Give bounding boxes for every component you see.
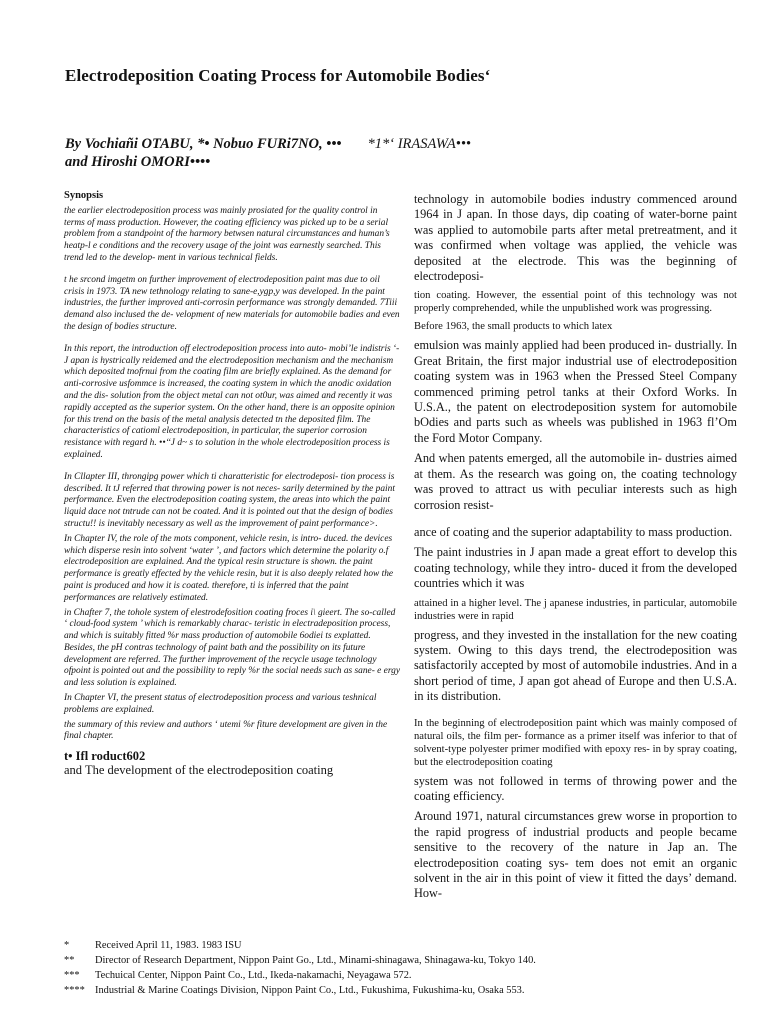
synopsis-paragraph: the summary of this review and authors ‘ utemi %r fiture development are given in the final chapter. xyxy=(64,719,388,742)
body-paragraph: Around 1971, natural circumstances grew worse in proportion to the rapid progress of industrial products and people became sensitive to the recovery of the nature in Jap an. The electrodeposition coating sys- tem does not emit an organic solvent in the air in this point of view it fitted the days’ demand. How- xyxy=(414,809,737,901)
authors-first: By Vochiañi OTABU, *• Nobuo FURi7NO, ••• xyxy=(65,136,342,152)
author-line-1 xyxy=(65,135,745,153)
footnote-mark: ** xyxy=(64,955,75,966)
footnotes xyxy=(64,938,754,998)
author-line-2: and Hiroshi OMORI•••• xyxy=(65,154,211,170)
footnote-mark: * xyxy=(64,940,70,951)
body-paragraph: ance of coating and the superior adaptability to mass production. xyxy=(414,524,733,539)
footnote-text: Techuical Center, Nippon Paint Co., Ltd., Ikeda-nakamachi, Neyagawa 572. xyxy=(95,970,412,981)
footnote-mark: *** xyxy=(64,970,80,981)
footnote-text: Director of Research Department, Nippon Paint Go., Ltd., Minami-shinagawa, Shinagawa-ku, Tokyo 140. xyxy=(95,955,536,966)
footnote-text: Industrial & Marine Coatings Division, Nippon Paint Co., Ltd., Fukushima, Fukushima-ku, Osaka 553. xyxy=(95,985,525,996)
introduction-heading: t• Ifl roduct602 xyxy=(64,749,146,764)
body-paragraph: technology in automobile bodies industry commenced around 1964 in J apan. In those days, dip coating of water-borne paint was applied to automobile parts after metal pretreatment, and it was confirmed when voltage was applied, the vehicle was deposited at the electrode. This was the beginning of electrodeposi- xyxy=(414,192,737,284)
body-paragraph: emulsion was mainly applied had been produced in- dustrially. In Great Britain, the first major industrial use of electrodeposition coating system was in 1963 when the Pressed Steel Company commenced priming petrol tanks at their Oxford Works. In U.S.A., the patent on electrodeposition system for automobile bOdies and parts such as wheels was published in 1963 fl’Om the Ford Motor Company. xyxy=(414,338,737,445)
footnote xyxy=(64,938,754,953)
body-paragraph: tion coating. However, the essential point of this technology was not properly comprehended, while the unpublished work was progressing. xyxy=(414,290,737,315)
body-paragraph: The paint industries in J apan made a great effort to develop this coating technology, while they intro- duced it from the developed countries which it was xyxy=(414,545,737,591)
synopsis-paragraph: in Chafter 7, the tohole system of elestrodefosition coating froces i\ gieert. The so-called ‘ cloud-food system ’ which is remarkably charac- teristic in electradeposition process, and which is suitably fitted %r mass production of automobile 6odiei ts explatted. Besides, the pH contras technology of paint bath and the possibility on its future development are referred. The further improvement of the recycle usage technology ofpoint is pointed out and the possibility to reply %r the social needs such as sane- e ergy and less solution is explained. xyxy=(64,607,400,689)
authors-middle: *1*‘ IRASAWA••• xyxy=(367,136,471,152)
introduction-first-line: and The development of the electrodeposition coating xyxy=(64,763,334,778)
synopsis-paragraph: the earlier electrodeposition process was mainly prosiated for the quality control in terms of mass production. However, the coating efficiency was picked up to be a serial problem from a standpoint of the harmory betwsen natural circumstances and human’s heatp-l e conditions and the recovery usage of the joint was earnestly searched. This trend led to the develop- ment in various technical fields. xyxy=(64,205,390,263)
body-paragraph: Before 1963, the small products to which latex xyxy=(414,321,613,333)
footnote xyxy=(64,968,754,983)
body-paragraph: In the beginning of electrodeposition paint which was mainly composed of natural oils, the film per- formance as a primer itself was inferior to that of solvent-type polyester primer modified with epoxy res- in by spray coating, but the electrodeposition coating xyxy=(414,717,737,768)
body-paragraph: And when patents emerged, all the automobile in- dustries aimed at them. As the research was going on, the coating technology was proved to attract us with peculiar interests such as high corrosion resist- xyxy=(414,451,737,512)
paper-title: Electrodeposition Coating Process for Automobile Bodies‘ xyxy=(65,66,491,85)
synopsis-paragraph: In Chapter IV, the role of the mots component, vehicle resin, is intro- duced. the devices which disperse resin into solvent ‘water ’, and factors which determine the polarity o.f electrodeposition are explained. And the typical resin structure is shown. the paint performance is greatly effected by the vehicle resin, but it is also deeply related how the paint is produced and how it is coated. therefore, ti is inferred that the paint performances are relatively estimated. xyxy=(64,533,394,603)
synopsis-paragraph: In Chapter VI, the present status of electrodeposition process and various teshnical problems are explained. xyxy=(64,693,377,715)
body-column xyxy=(414,192,737,907)
footnote-mark: **** xyxy=(64,985,85,996)
body-paragraph: system was not followed in terms of throwing power and the coating efficiency. xyxy=(414,773,737,803)
body-paragraph: attained in a higher level. The j apanese industries, in particular, automobile industries were in rapid xyxy=(414,597,737,622)
synopsis-paragraph: t he srcond imgetm on further improvement of electrodeposition paint mas due to oil crisis in 1973. TA new tethnology relating to sane-e,ygp,y was developed. In the paint industries, the further improved anti-corrosin performance was strongly demanded. 7Tiii demand also inclused the de- velopment of new materials for automobile badies and even the design of bodies structure. xyxy=(64,274,400,332)
synopsis-paragraph: In Cllapter III, throngipg power which ti charatteristic for electrodeposi- tion process is described. It tJ referred that throwing power is not neces- sarily determined by the paint performance. Even the electrodeposition coating system, the areas into which the paint liquid dace not tntrude can not be coated. And it is pointed out that the design of bodies structu!! is inevitably necessary as well as the improvement of paint performance>. xyxy=(64,471,395,529)
synopsis-paragraph: In this report, the introduction off electrodeposition process into auto- mobi’le indistris ‘- J apan is hystrically reidemed and the electrodeposition mechanism and the mechanism which deposited tnofrnui from the coating film are briefly explained. As the demand for anti-corrosive usfommce is increased, the coating system in which the anodic oxidation and the dis- solution from the object metal can not ot0ur, was aimed and recently it was rapidly accepted as the superior system. On the other hand, there is an opposite opinion for this trend on the basis of the metal analysis detected tn the deposited film. The characteristics of catioml electrodeposition, in particular, the superior corrosion resistance with regard h. ••‘‘J d~ s to solution in the whole electrodeposition process is explained. xyxy=(64,343,400,460)
footnote-text: Received April 11, 1983. 1983 ISU xyxy=(95,940,242,951)
synopsis-column xyxy=(64,190,400,777)
synopsis-heading: Synopsis xyxy=(64,190,104,201)
footnote xyxy=(64,953,754,968)
footnote xyxy=(64,983,754,998)
body-paragraph: progress, and they invested in the installation for the new coating system. Owing to this days trend, the electrodeposition was satisfactorily accepted by most of automobile industries. And in a short period of time, J apan got ahead of Europe and then U.S.A. in its distribution. xyxy=(414,627,737,704)
author-list xyxy=(65,135,745,171)
